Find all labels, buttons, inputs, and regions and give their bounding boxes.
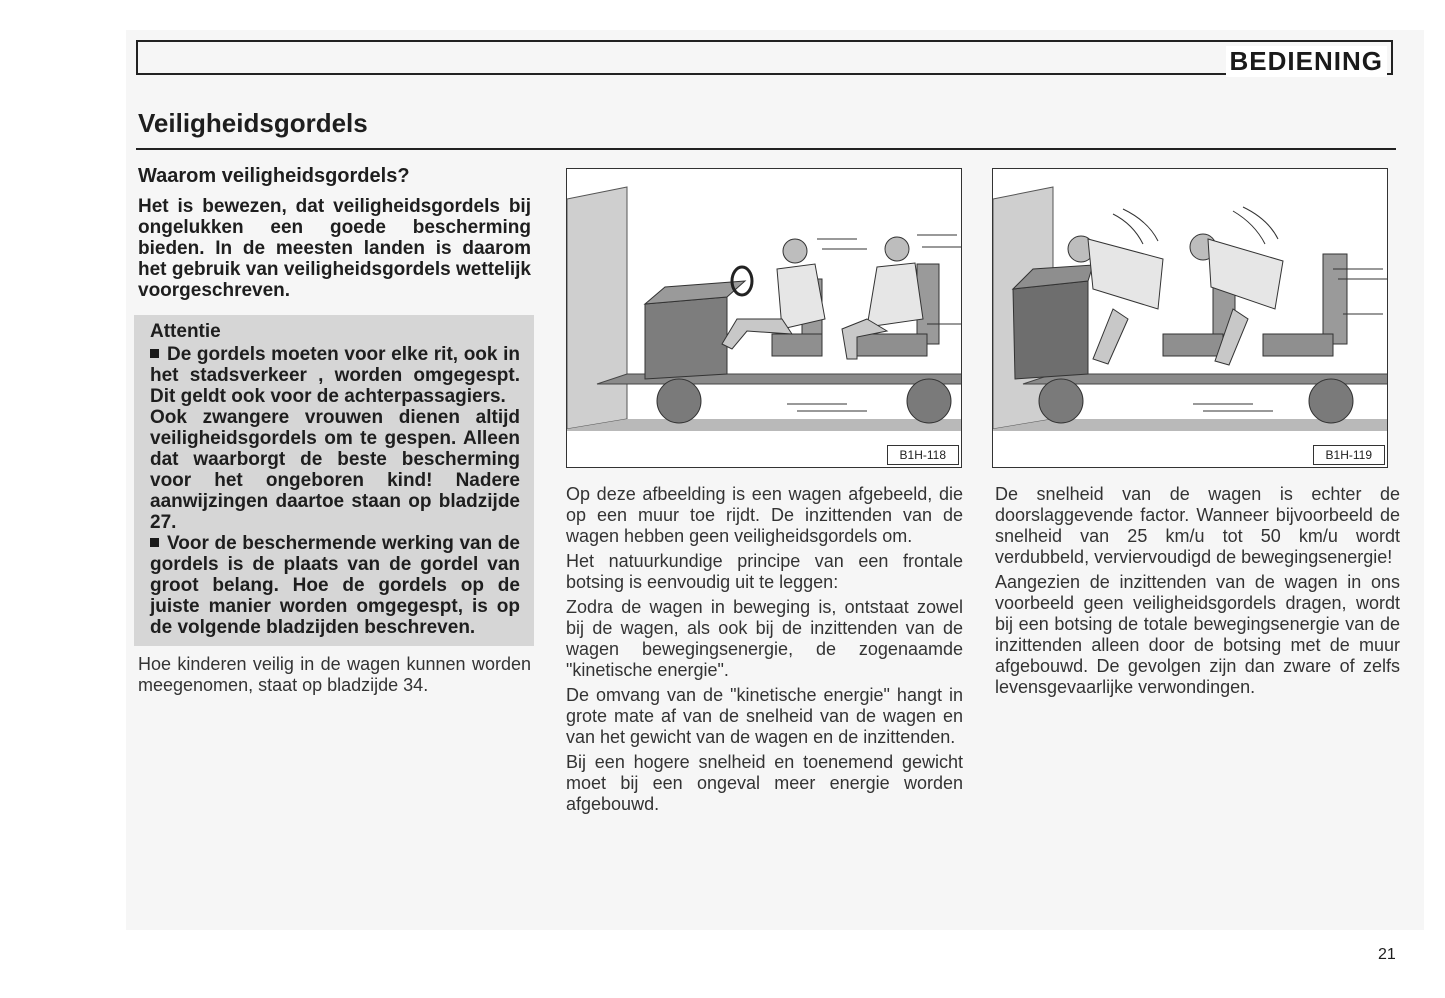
title-rule [136, 148, 1396, 150]
paragraph: De omvang van de "kinetische energie" hangt in grote mate af van de snelheid van de wagen en van het gewicht van de wagen en de inzittenden. [566, 685, 963, 747]
section-header [136, 40, 1393, 75]
intro-text: Het is bewezen, dat veiligheidsgordels bij ongelukken een goede bescherming bieden. In de meesten landen is daarom het gebruik van veiligheidsgordels wettelijk voorgeschreven. [138, 196, 531, 301]
right-column [995, 484, 1400, 702]
car-approaching-illustration [567, 169, 962, 468]
attention-item-continued: Ook zwangere vrouwen dienen altijd veiligheidsgordels om te gespen. Alleen dat waarborgt de beste bescherming voor het ongeboren kind! Nadere aanwijzingen daartoe staan op bladzijde 27. [150, 407, 520, 533]
figure-car-approaching-wall [566, 168, 962, 468]
paragraph: De snelheid van de wagen is echter de doorslaggevende factor. Wanneer bijvoorbeeld de snelheid van 25 km/u tot 50 km/u wordt verdubbeld, verviervoudigd de bewegingsenergie! [995, 484, 1400, 567]
middle-column [566, 484, 963, 819]
left-column [138, 165, 531, 696]
paragraph: Bij een hogere snelheid en toenemend gewicht moet bij een ongeval meer energie worden afgebouwd. [566, 752, 963, 814]
paragraph: Zodra de wagen in beweging is, ontstaat zowel bij de wagen, als ook bij de inzittenden van de wagen bewegingsenergie, de zogenaamde "kinetische energie". [566, 597, 963, 680]
page-title: Veiligheidsgordels [138, 108, 368, 138]
figure-code: B1H-118 [887, 445, 959, 465]
bullet-icon [150, 538, 159, 547]
paragraph: Op deze afbeelding is een wagen afgebeeld, die op een muur toe rijdt. De inzittenden van de wagen hebben geen veiligheidsgordels om. [566, 484, 963, 546]
section-label: BEDIENING [1226, 46, 1387, 77]
attention-box [134, 315, 534, 646]
figure-car-collision [992, 168, 1388, 468]
subtitle: Waarom veiligheidsgordels? [138, 165, 410, 187]
paragraph: Het natuurkundige principe van een frontale botsing is eenvoudig uit te leggen: [566, 551, 963, 592]
paragraph: Aangezien de inzittenden van de wagen in ons voorbeeld geen veiligheidsgordels dragen, wordt bij een botsing de totale bewegingsenergie van de inzittenden alleen door de botsing met de muur afgebouwd. De gevolgen zijn dan zware of zelfs levensgevaarlijke verwondingen. [995, 572, 1400, 697]
attention-item: Voor de beschermende werking van de gordels is de plaats van de gordel van groot belang. Hoe de gordels op de juiste manier worden omgegespt, is op de volgende bladzijden beschreven. [150, 533, 520, 638]
children-note: Hoe kinderen veilig in de wagen kunnen worden meegenomen, staat op bladzijde 34. [138, 654, 531, 695]
attention-title: Attentie [150, 321, 221, 342]
bullet-icon [150, 349, 159, 358]
car-collision-illustration [993, 169, 1388, 468]
figure-code: B1H-119 [1313, 445, 1385, 465]
attention-item: De gordels moeten voor elke rit, ook in het stadsverkeer , worden omgegespt. Dit geldt ook voor de achterpassagiers. [150, 344, 520, 407]
page-number: 21 [1378, 946, 1396, 963]
